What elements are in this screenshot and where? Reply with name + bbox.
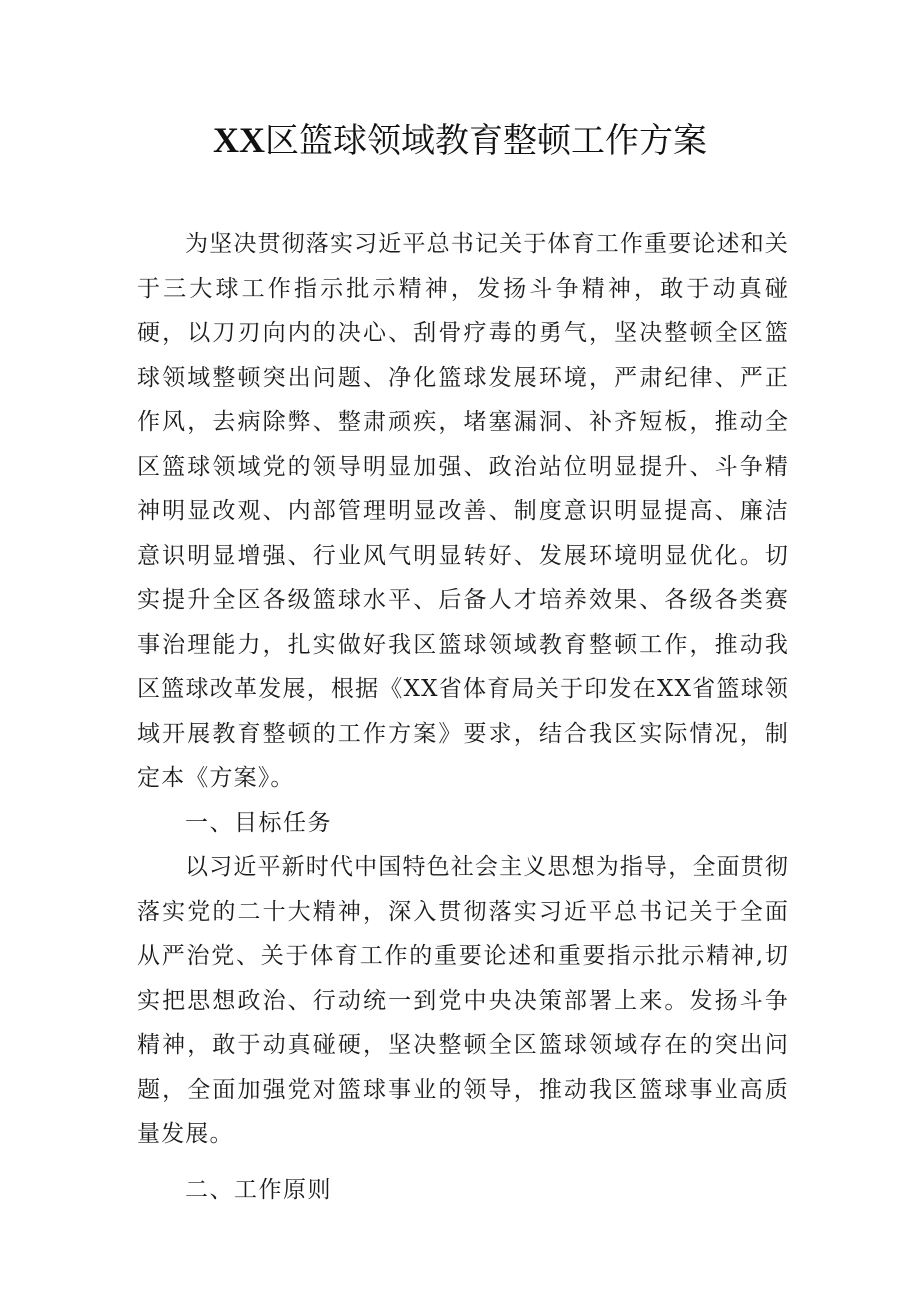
- section-spacer: [137, 1157, 789, 1168]
- section-heading-goals: 一、目标任务: [185, 809, 332, 836]
- document-title: [0, 112, 920, 169]
- goals-paragraph: 以习近平新时代中国特色社会主义思想为指导，全面贯彻落实党的二十大精神，深入贯彻落实习近平总书记关于全面从严治党、关于体育工作的重要论述和重要指示批示精神,切实把思想政治、行动统一到党中央决策部署上来。发扬斗争精神，敢于动真碰硬，坚决整顿全区篮球领域存在的突出问题，全面加强党对篮球事业的领导，推动我区篮球事业高质量发展。: [137, 854, 789, 1147]
- title-text: 区篮球领域教育整顿工作方案: [265, 121, 707, 161]
- section-heading-principles: 二、工作原则: [185, 1176, 332, 1203]
- intro-paragraph: 为坚决贯彻落实习近平总书记关于体育工作重要论述和关于三大球工作指示批示精神，发扬斗争精神，敢于动真碰硬，以刀刃向内的决心、刮骨疗毒的勇气，坚决整顿全区篮球领域整顿突出问题、净化篮球发展环境，严肃纪律、严正作风，去病除弊、整肃顽疾，堵塞漏洞、补齐短板，推动全区篮球领域党的领导明显加强、政治站位明显提升、斗争精神明显改观、内部管理明显改善、制度意识明显提高、廉洁意识明显增强、行业风气明显转好、发展环境明显优化。切实提升全区各级篮球水平、后备人才培养效果、各级各类赛事治理能力，扎实做好我区篮球领域教育整顿工作，推动我区篮球改革发展，根据《XX省体育局关于印发在XX省篮球领域开展教育整顿的工作方案》要求，结合我区实际情况，制定本《方案》。: [137, 231, 789, 791]
- document-body: [137, 222, 789, 1212]
- title-prefix: XX: [213, 120, 265, 160]
